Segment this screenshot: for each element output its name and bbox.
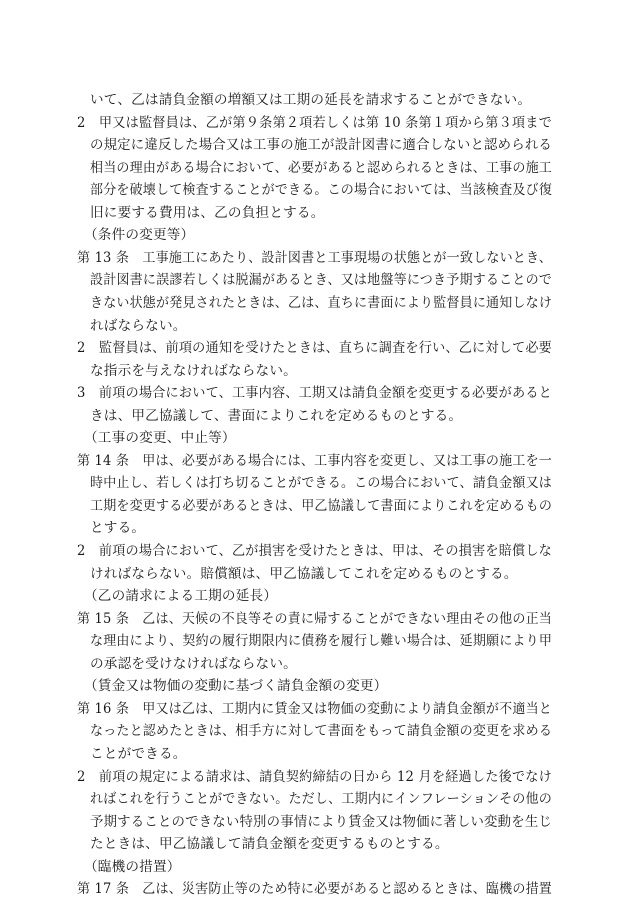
line-text: 第 16 条 甲又は乙は、工期内に賃金又は物価の変動により請負金額が不適当と — [77, 700, 553, 717]
text-line — [0, 404, 630, 428]
line-text: 第 13 条 工事施工にあたり、設計図書と工事現場の状態とが一致しないとき、 — [77, 249, 552, 266]
line-text: （乙の請求による工期の延長） — [84, 588, 278, 605]
line-text: 工期を変更する必要があるときは、甲乙協議して書面によりこれを定めるもの — [90, 497, 553, 514]
text-line — [0, 562, 630, 586]
text-line — [0, 539, 630, 563]
line-text: いて、乙は請負金額の増額又は工期の延長を請求することができない。 — [90, 92, 532, 108]
text-line — [0, 471, 630, 495]
line-text: 旧に要する費用は、乙の負担とする。 — [90, 204, 325, 221]
line-text: （条件の変更等） — [84, 227, 195, 244]
line-text: なったと認めたときは、相手方に対して書面をもって請負金額の変更を求める — [90, 723, 553, 740]
text-line — [0, 719, 630, 743]
article-line — [0, 607, 630, 631]
text-line — [0, 381, 630, 405]
line-text: （工事の変更、中止等） — [84, 430, 236, 447]
text-line — [0, 111, 630, 135]
text-line — [0, 133, 630, 157]
line-text: 2 甲又は監督員は、乙が第９条第２項若しくは第 10 条第１項から第３項まで — [77, 114, 552, 131]
line-text: の規定に違反した場合又は工事の施工が設計図書に適合しないと認められる — [90, 137, 553, 154]
line-text: 予期することのできない特別の事情により賃金又は物価に著しい変動を生じ — [90, 813, 553, 830]
article-line — [0, 246, 630, 270]
article-line — [0, 877, 630, 901]
line-text: 時中止し、若しくは打ち切ることができる。この場合において、請負金額又は — [90, 475, 553, 492]
line-text: 2 前項の規定による請求は、請負契約締結の日から 12 月を経過した後でなけ — [77, 768, 552, 785]
text-line — [0, 629, 630, 653]
line-text: の承認を受けなければならない。 — [90, 655, 297, 672]
line-text: な理由により、契約の履行期限内に債務を履行し難い場合は、延期願により甲 — [90, 633, 553, 650]
text-line — [0, 494, 630, 518]
line-text: ればこれを行うことができない。ただし、工期内にインフレーションその他の — [90, 791, 553, 808]
line-text: （臨機の措置） — [84, 858, 181, 875]
text-line — [0, 359, 630, 383]
line-text: 2 前項の場合において、乙が損害を受けたときは、甲は、その損害を賠償しな — [77, 543, 552, 559]
line-text: 第 15 条 乙は、天候の不良等その責に帰することができない理由その他の正当 — [77, 610, 553, 627]
line-text: きない状態が発見されたときは、乙は、直ちに書面により監督員に通知しなけ — [90, 294, 553, 311]
text-line — [0, 201, 630, 225]
article-line — [0, 449, 630, 473]
article-line — [0, 697, 630, 721]
text-line — [0, 336, 630, 360]
line-text: 第 17 条 乙は、災害防止等のため特に必要があると認めるときは、臨機の措置 — [77, 881, 553, 898]
line-text: たときは、甲乙協議して請負金額を変更するものとする。 — [90, 836, 449, 853]
text-line — [0, 652, 630, 676]
text-line — [0, 742, 630, 766]
line-text: （賃金又は物価の変動に基づく請負金額の変更） — [84, 678, 388, 695]
text-line — [0, 88, 630, 112]
text-line — [0, 516, 630, 540]
text-line — [0, 268, 630, 292]
line-text: 第 14 条 甲は、必要がある場合には、工事内容を変更し、又は工事の施工を一 — [77, 452, 553, 469]
text-line — [0, 291, 630, 315]
line-text: ればならない。 — [90, 317, 187, 334]
line-text: ことができる。 — [90, 745, 187, 762]
text-line — [0, 832, 630, 856]
line-text: きは、甲乙協議して、書面によりこれを定めるものとする。 — [90, 407, 463, 424]
section-heading — [0, 223, 630, 247]
text-line — [0, 810, 630, 834]
line-text: ければならない。賠償額は、甲乙協議してこれを定めるものとする。 — [90, 565, 518, 582]
text-line — [0, 314, 630, 338]
line-text: 部分を破壊して検査することができる。この場合においては、当該検査及び復 — [90, 182, 553, 199]
section-heading — [0, 426, 630, 450]
line-text: な指示を与えなければならない。 — [90, 362, 297, 379]
text-line — [0, 178, 630, 202]
text-line — [0, 765, 630, 789]
section-heading — [0, 855, 630, 879]
text-line — [0, 787, 630, 811]
line-text: 3 前項の場合において、工事内容、工期又は請負金額を変更する必要があると — [77, 385, 552, 402]
line-text: 設計図書に誤謬若しくは脱漏があるとき、又は地盤等につき予期することので — [90, 272, 553, 289]
line-text: とする。 — [90, 520, 146, 537]
line-text: 2 監督員は、前項の通知を受けたときは、直ちに調査を行い、乙に対して必要 — [77, 340, 553, 357]
line-text: 相当の理由がある場合において、必要があると認められるときは、工事の施工 — [90, 159, 553, 176]
section-heading — [0, 674, 630, 698]
section-heading — [0, 584, 630, 608]
text-line — [0, 156, 630, 180]
